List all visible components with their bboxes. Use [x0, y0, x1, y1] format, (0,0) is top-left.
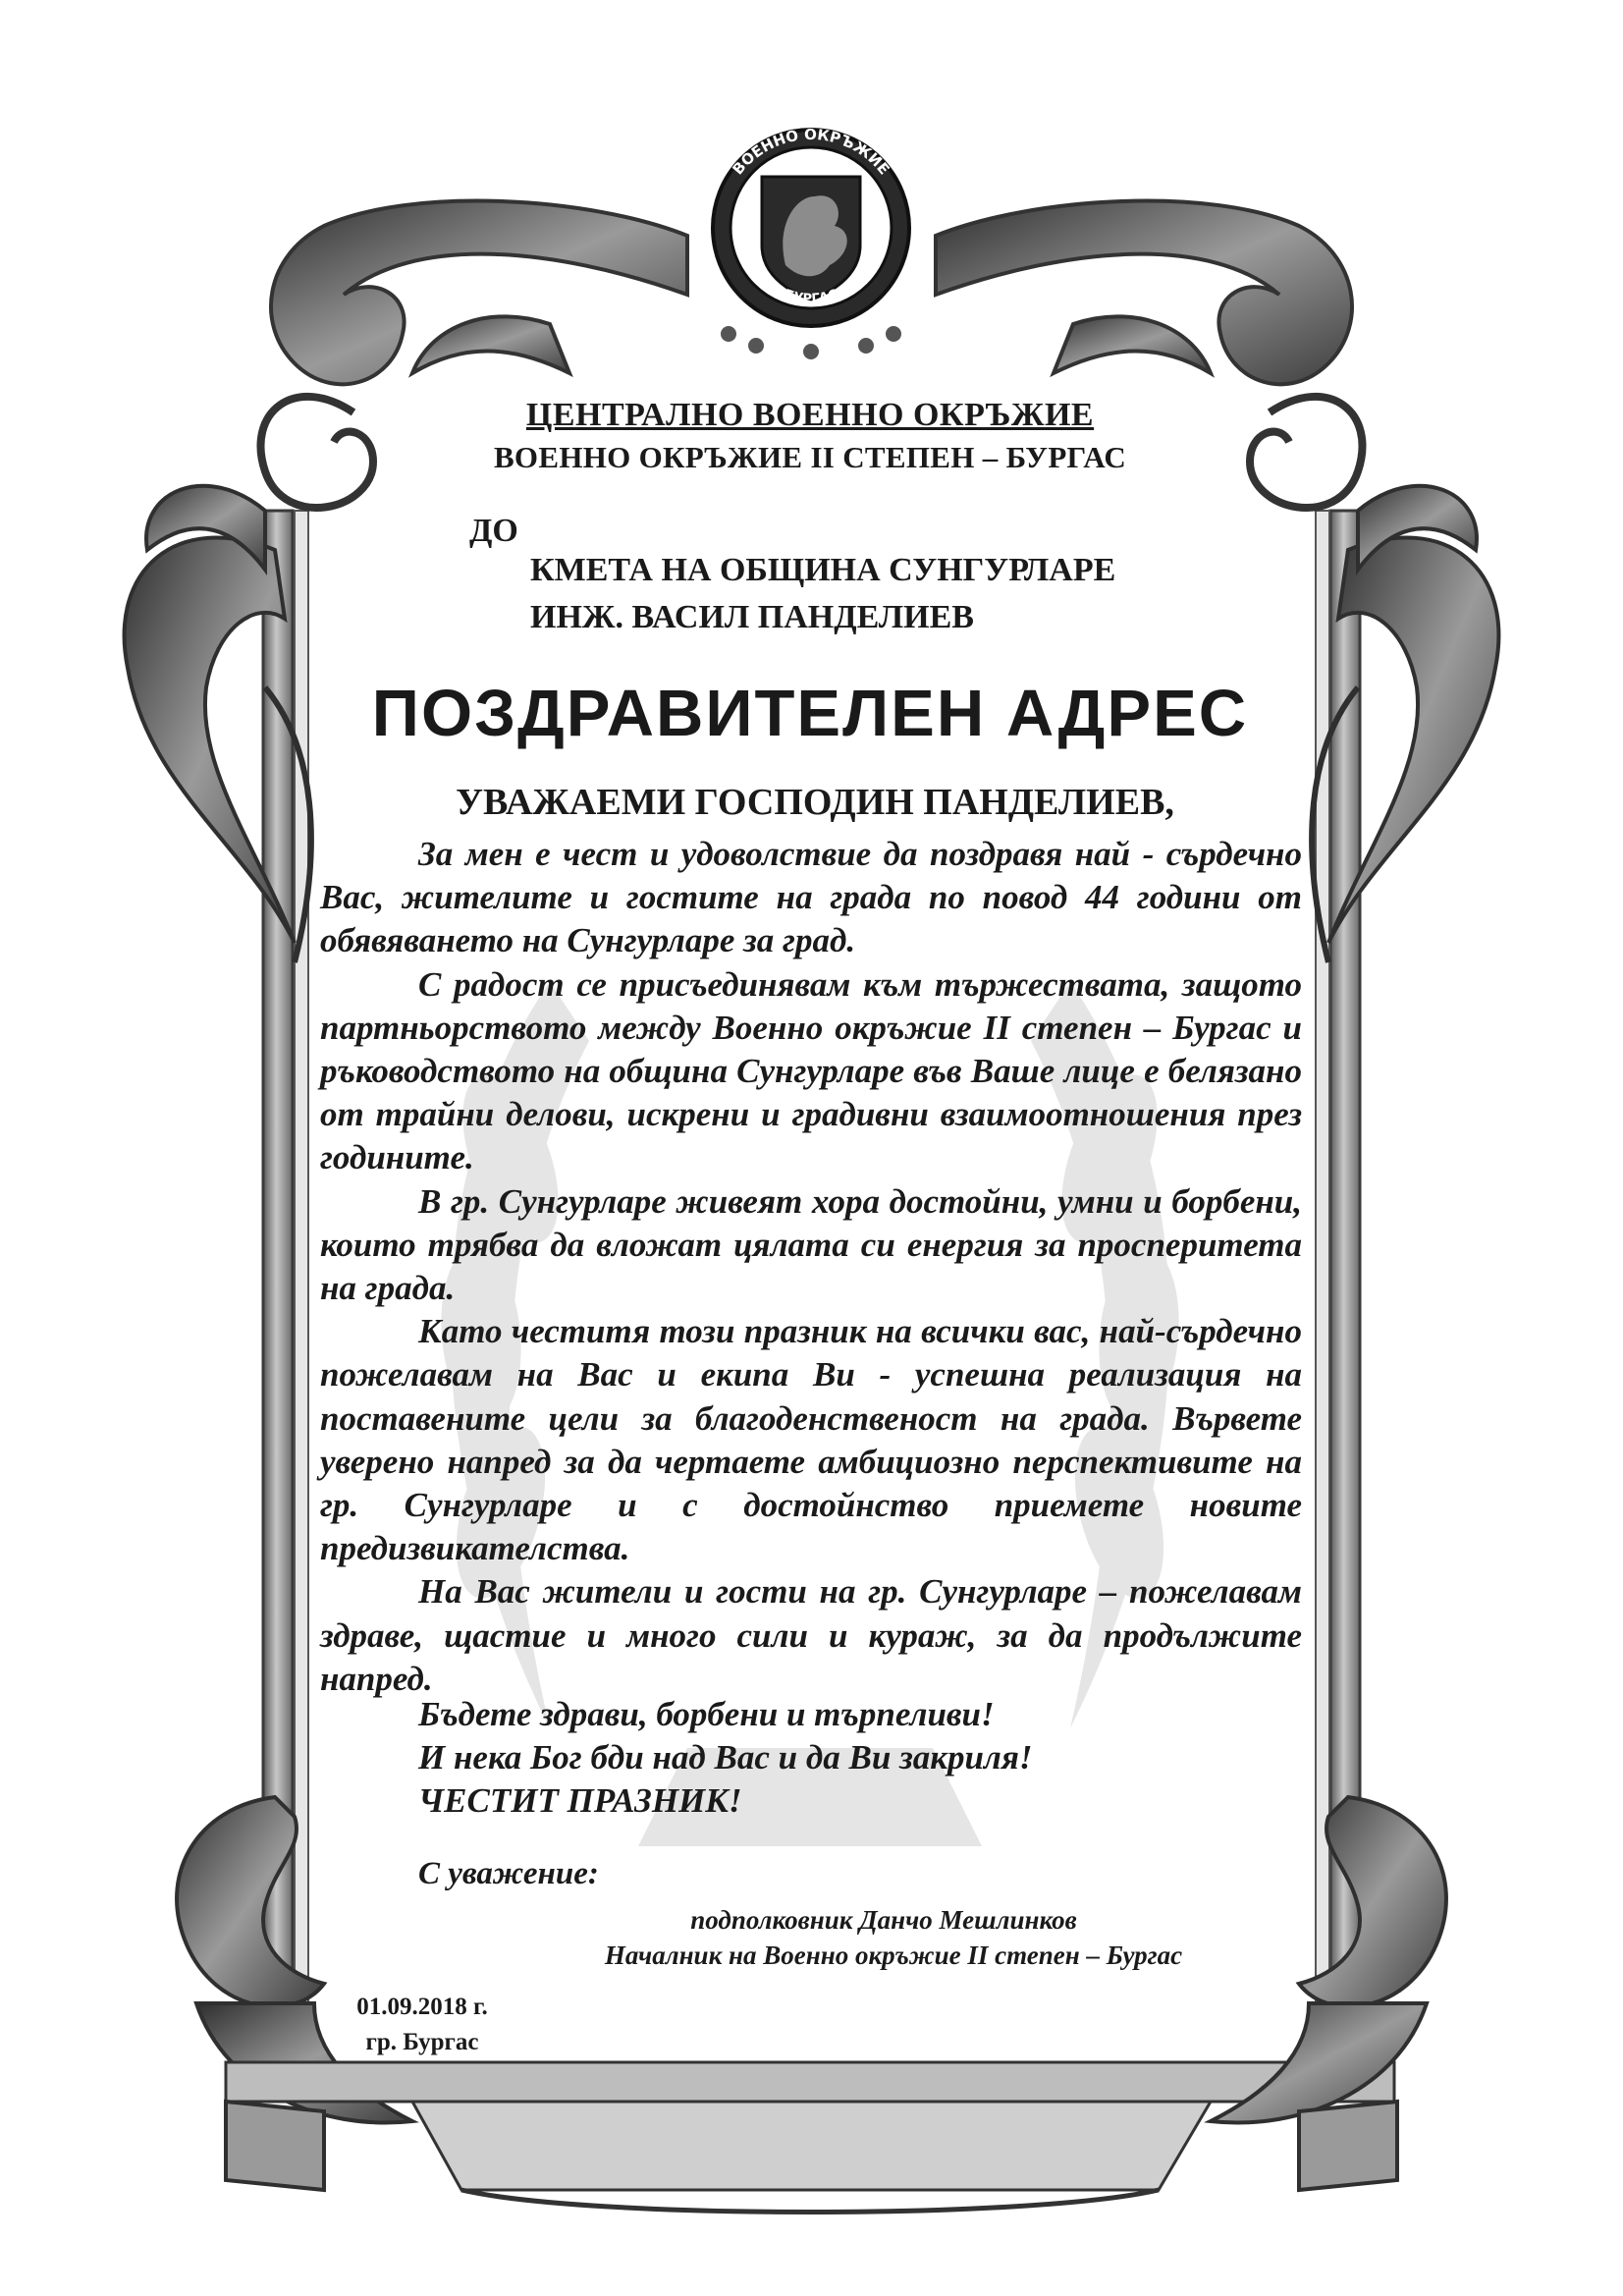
respect-line: С уважение: — [418, 1856, 599, 1891]
document-date: 01.09.2018 г. — [356, 1994, 488, 2020]
header-department: ВОЕННО ОКРЪЖИЕ II СТЕПЕН – БУРГАС — [493, 440, 1127, 474]
paragraph: Като честитя този празник на всички вас, най-сърдечно пожелавам на Вас и екипа Ви - успешна реализация на поставените цели за благоденственост на града. Вървете уверено напред за да чертаете амбициозно перспективите на гр. Сунгурларе и с достойнство приемете новите предизвикателства. — [320, 1312, 1302, 1568]
signer-position: Началник на Военно окръжие II степен – Бургас — [604, 1941, 1183, 1970]
document-title: ПОЗДРАВИТЕЛЕН АДРЕС — [371, 677, 1249, 750]
emblem-top-text: ВОЕННО ОКРЪЖИЕ — [729, 125, 893, 179]
addressee-line-2: ИНЖ. ВАСИЛ ПАНДЕЛИЕВ — [530, 599, 974, 635]
header-organization: ЦЕНТРАЛНО ВОЕННО ОКРЪЖИЕ — [525, 397, 1095, 433]
letter-body — [320, 833, 1302, 1701]
paragraph: В гр. Сунгурларе живеят хора достойни, умни и борбени, които трябва да вложат цялата си енергия за просперитета на града. — [320, 1181, 1302, 1308]
emblem-bottom-text: БУРГАС — [782, 287, 840, 307]
addressee-to: ДО — [469, 513, 518, 549]
paragraph: На Вас жители и гости на гр. Сунгурларе – пожелавам здраве, щастие и много сили и кураж, за да продължите напред. — [320, 1572, 1302, 1698]
salutation: УВАЖАЕМИ ГОСПОДИН ПАНДЕЛИЕВ, — [456, 782, 1174, 823]
paragraph: С радост се присъединявам към тържествата, защото партньорството между Военно окръжие II степен – Бургас и ръководството на община Сунгурларе във Ваше лице е белязано от трайни делови, искрени и градивни взаимоотношения през годините. — [320, 964, 1302, 1177]
document-place: гр. Бургас — [365, 2029, 479, 2055]
paragraph: За мен е чест и удоволствие да поздравя най - сърдечно Вас, жителите и гостите на града по повод 44 години от обявяването на Сунгурларе за град. — [320, 835, 1302, 960]
closing-line: Бъдете здрави, борбени и търпеливи! — [418, 1695, 995, 1733]
signer-name: подполковник Данчо Мешлинков — [690, 1905, 1077, 1935]
closing-line: ЧЕСТИТ ПРАЗНИК! — [418, 1781, 742, 1820]
closing-wishes — [418, 1693, 1033, 1823]
closing-line: И нека Бог бди над Вас и да Ви закриля! — [418, 1738, 1033, 1777]
date-place — [324, 1990, 520, 2060]
addressee-line-1: КМЕТА НА ОБЩИНА СУНГУРЛАРЕ — [530, 552, 1116, 588]
